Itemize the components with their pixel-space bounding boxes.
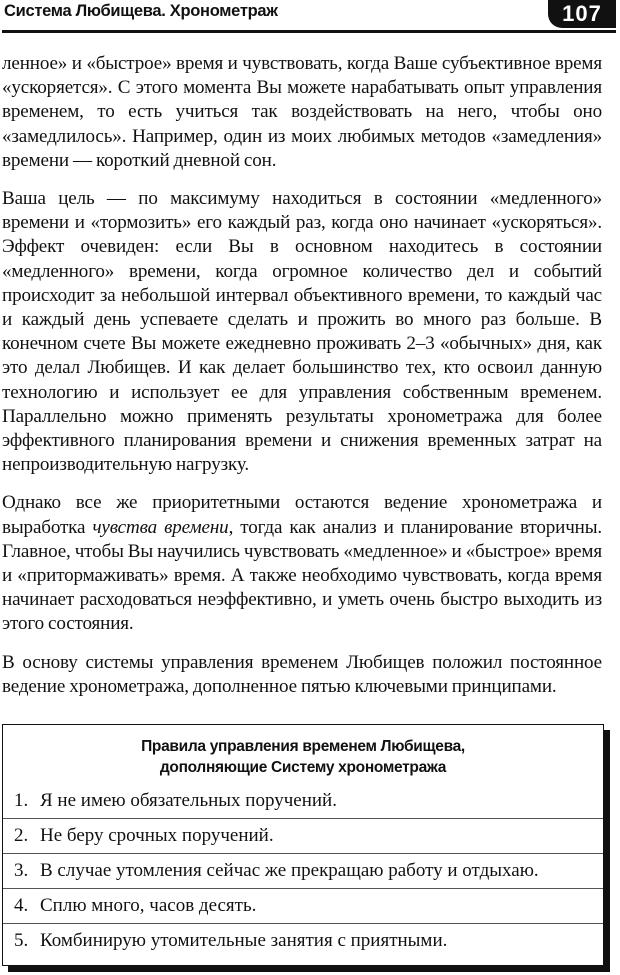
rule-item [3, 819, 603, 854]
body-text [2, 52, 602, 713]
running-header [2, 0, 616, 33]
rule-item [3, 889, 603, 924]
paragraph-4 [2, 651, 602, 699]
rule-number: 3. [14, 860, 29, 881]
rule-text: Я не имею обязательных поручений. [40, 790, 337, 811]
paragraph-4-text: В основу системы управления временем Любищев положил постоянное ведение хронометража, дополненное пятью ключевыми принципами. [2, 651, 602, 697]
rules-title-line-1: Правила управления временем Любищева, [141, 738, 465, 755]
rule-text: Не беру срочных поручений. [40, 825, 274, 846]
rule-text: Сплю много, часов десять. [40, 895, 257, 916]
rules-box [2, 724, 604, 966]
rule-item [3, 854, 603, 889]
chapter-title: Система Любищева. Хронометраж [4, 2, 278, 20]
rule-number: 4. [14, 895, 29, 916]
paragraph-1-text: ленное» и «быстрое» время и чувствовать, когда Ваше субъективное время «ускоряется». С этого момента Вы можете нарабатывать опыт управления временем, то есть учиться так воздействовать на него, чтобы оно «замедлилось». Например, один из моих любимых методов «замедления» времени — короткий дневной сон. [2, 53, 602, 171]
rule-item [3, 924, 603, 958]
paragraph-3 [2, 491, 602, 636]
rule-text: В случае утомления сейчас же прекращаю работу и отдыхаю. [40, 860, 539, 881]
rules-list [3, 784, 603, 958]
emphasis-time-sense: чувства времени [92, 516, 229, 538]
paragraph-2-text: Ваша цель — по максимуму находиться в состоянии «медленного» времени и «тормозить» его каждый раз, когда оно начинает «ускоряться». Эффект очевиден: если Вы в основном находитесь в состоянии «медленного» времени, когда огромное количество дел и событий происходит за небольшой интервал объективного времени, то каждый час и каждый день успеваете сделать и прожить во много раз больше. В конечном счете Вы можете ежедневно проживать 2–3 «обычных» дня, как это делал Любищев. И как делает большинство тех, кто освоил данную технологию и использует ее для управления собственным временем. Параллельно можно применять результаты хронометража для более эффективного планирования времени и снижения временных затрат на непроизводительную нагрузку. [2, 188, 602, 476]
rules-box-title [3, 736, 603, 778]
rules-title-line-2: дополняющие Систему хронометража [159, 759, 447, 776]
page-number: 107 [548, 0, 616, 28]
paragraph-2 [2, 187, 602, 477]
rule-number: 5. [14, 930, 29, 951]
paragraph-1 [2, 52, 602, 173]
rule-text: Комбинирую утомительные занятия с приятными. [40, 930, 448, 951]
rule-number: 1. [14, 790, 29, 811]
paragraph-3-text-after: , тогда как анализ и планирование вторичны. Главное, чтобы Вы научились чувствовать «медленное» и «быстрое» время и «притормаживать» время. А также необходимо чувствовать, когда время начинает расходоваться неэффективно, и уметь очень быстро выходить из этого состояния. [2, 516, 603, 635]
rule-number: 2. [14, 825, 29, 846]
paragraph-3-text-before: Однако все же приоритетными остаются ведение хронометража и выработка [2, 492, 602, 538]
rule-item [3, 784, 603, 819]
